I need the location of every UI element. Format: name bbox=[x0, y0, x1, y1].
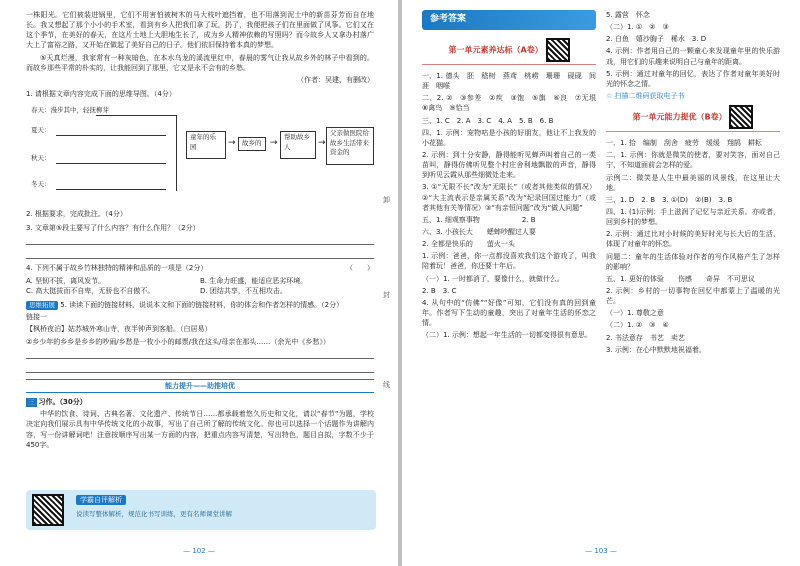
thinking-tag: 思维拓展 bbox=[26, 301, 58, 310]
page-number: — 102 — bbox=[183, 546, 215, 555]
passage-para: ⑤天真烂漫，我家常有一种灰暗色，在本水乌龙的溪流里红中，春晨的雾气让我从故乡外的林子中看到的。而故乡那些平常的朴实的，让我能回到了那里，它又是永不会有的乡愁。 bbox=[26, 53, 374, 72]
link-label: 链接一 bbox=[26, 313, 47, 322]
left-page bbox=[0, 0, 398, 566]
answer-line: （二）1. 示例：想起一年生活的一切都变得很有意思。 bbox=[422, 331, 592, 340]
flow-label: 秋天： bbox=[28, 153, 54, 164]
option-b[interactable]: B. 生命力旺盛，能适应恶劣环境。 bbox=[200, 276, 308, 285]
qr-code-icon[interactable] bbox=[546, 38, 570, 62]
answers-header: 参考答案 bbox=[422, 10, 596, 30]
answer-line: 3. 示例：在心中默默地祝福着。 bbox=[606, 345, 706, 354]
question-5: 思维拓展 5. 读读下面的链接材料，说说本文和下面的链接材料，你的体会和作者怎样的情感。（2分） bbox=[26, 300, 374, 310]
writing-prompt: 中华的饮食、诗词、古典名著、文化遗产、传统节日……都承载着悠久历史和文化，请以“春节”为题，学校决定向我们展示具有中华传统文化的小故事，写出了自己所了解的传统文化。你也可以选择一个话题作为讲解内容，写一份讲解词吧！注意按顺序写出某一方面的内容，把重点内容写清楚，写出特色，题目自拟，字数不少于450字。 bbox=[26, 410, 374, 449]
answer-line: 1. 示例：爸爸，你一点都没喜欢我们这个游戏了，叫我陪着玩！爸爸，你还要十年后。 bbox=[422, 252, 596, 271]
section-band: 能力提升——助推培优 bbox=[26, 379, 374, 393]
flow-label: 春天：漫步其中，轻抚柳芽 bbox=[28, 105, 112, 116]
answer-line: 2. 示例：通过比对小时候的美好时光与长大后的生活，体现了对童年的怀恋。 bbox=[606, 230, 780, 249]
option-d[interactable]: D. 团结共享，不互相攻击。 bbox=[200, 286, 287, 295]
answer-line: 2. 书法意存 书艺 卖艺 bbox=[606, 333, 685, 342]
arrow-icon: → bbox=[318, 138, 326, 149]
binding-mark: 卸 bbox=[383, 196, 390, 204]
answer-line: 2. 白鱼 嬉沙胸子 稀水 3. D bbox=[606, 35, 707, 44]
flow-box-father: 父亲做医院给故乡生活带来资金的 bbox=[326, 127, 374, 165]
answer-line[interactable] bbox=[26, 349, 374, 359]
answer-line: 四、1. 示例：宠物咕是小孩的好朋友，他让不上我发的小花猫。 bbox=[422, 128, 596, 147]
answer-line: 5. 露营 怀念 bbox=[606, 11, 650, 19]
answer-line: 三、1. D 2. B 3. ①(D) ②(B) 3. B bbox=[606, 195, 733, 204]
answer-line: 二、2. ② ③参差 ②疾 ③饱 ⑤旗 ⑥良 ⑦无垠 ⑧禽鸟 ⑨恰当 bbox=[422, 94, 603, 113]
answer-line: 示例二：微笑是人生中最美丽的风景线，在这里让大地。 bbox=[606, 173, 780, 192]
promo-banner[interactable] bbox=[26, 490, 376, 530]
arrow-icon: → bbox=[228, 138, 236, 149]
answer-line: 4. 示例：作者用自己的一颗童心来发现童年里的快乐游戏，用它们的乐趣来说明自己与童年的距离。 bbox=[606, 47, 780, 66]
q4-options bbox=[26, 276, 374, 296]
answer-line: 问题二：童年的生活体验对作者的写作风格产生了怎样的影响？ bbox=[606, 252, 780, 271]
answer-line: 二、1. 示例：你就是微笑的使者，要对笑容，面对自己宁，不知道面前会怎样的爱。 bbox=[606, 151, 780, 170]
binding-mark: 线 bbox=[383, 381, 390, 389]
flow-box-help: 帮助故乡人 bbox=[280, 131, 316, 159]
answer-line: （二）1. ① ② ③ bbox=[606, 23, 669, 32]
answer-line[interactable] bbox=[26, 249, 374, 259]
answer-line: 5. 示例：通过对童年的回忆，表达了作者对童年美好时光的怀念之情。 bbox=[606, 69, 780, 88]
poem-2: ②乡少年的乡乡是乡乡的吵闹/乡愁是一枚小小的邮票/我在这头/母亲在那头……（余光中《乡愁》） bbox=[26, 337, 330, 346]
flow-label: 冬天： bbox=[28, 179, 54, 190]
qr-code-icon[interactable] bbox=[32, 494, 64, 526]
writing-heading: 三 习作。（30分） bbox=[28, 397, 87, 406]
answer-line: 五、1. 更好的体验 伤感 奇异 不可思议 bbox=[606, 274, 755, 283]
qr-code-icon[interactable] bbox=[729, 105, 753, 129]
promo-title: 学霸自评解析 bbox=[76, 495, 126, 505]
question-3: 3. 文章第⑤段主要写了什么内容？有什么作用？（2分） bbox=[26, 224, 200, 233]
answer-column-left bbox=[422, 10, 603, 357]
mind-map bbox=[26, 103, 374, 203]
ebook-note[interactable]: ☆ 扫描二维码获取电子书 bbox=[606, 91, 685, 100]
answer-line: 4. 从句中的“仿佛”“好像”可知，它们没有真的回到童年。作者写下生动的童趣，突出了对童年生活的怀恋之情。 bbox=[422, 298, 596, 328]
answer-line: 2. 示例：到十分安静，静得能听见蝉声叫着自己的一类苗叫，静得仿佛听见整个村庄舍利地飘散的声音，静得到听见云霞从那些细微处走来。 bbox=[422, 150, 596, 180]
passage-para: 一株阳光。它们被装进锅里，它们不用害怕被树木的马大枝叶遮挡着，也不用落到泥土中的新苗芬芳而自在地长。我又想起了那个小小的手术室，看到有乡人把我们拿了玩，扔了，我便把孩子们在里面做了风筝。它们又在这个季节，在美好的春天，在这片土地上大胆地生长了，成为乡人精神依赖的写照吗？而今故乡人又拿办村落广大上了富裕之路，又开始在做起了美好自己的日子。他们依旧保持着本真的梦想。 bbox=[26, 11, 374, 50]
answer-line: 2. B 3. C bbox=[422, 286, 457, 295]
poem-1: 【枫桥夜泊】姑苏城外寒山寺，夜半钟声到客船。（白居易） bbox=[26, 325, 212, 334]
option-a[interactable]: A. 坚韧不拔，离风发节。 bbox=[26, 276, 106, 285]
answer-line: 六、3. 小孩长大 蟋蟀吵醒过人要 bbox=[422, 227, 536, 236]
question-4: 4. 下列不属于故乡竹林独特的精神和品质的一项是（2分） （ ） bbox=[26, 264, 374, 273]
binding-mark: 封 bbox=[383, 291, 390, 299]
unit-title-a: 第一单元素养达标（A卷） bbox=[422, 38, 596, 65]
promo-text: 说读写整体解析，规范化书写训练，更有名师课堂讲解 bbox=[76, 510, 232, 518]
page-number: — 103 — bbox=[585, 546, 617, 555]
answer-line: 一、1. 拾 编制 刮舍 疲劳 缓缓 翔鹄 耕耘 bbox=[606, 139, 762, 148]
answer-line[interactable] bbox=[26, 235, 374, 245]
author-credit: （作者：吴建，有删改） bbox=[297, 75, 374, 84]
answer-line[interactable] bbox=[26, 363, 374, 373]
option-c[interactable]: C. 高大挺拔而不自卑，无骄也不自傲不。 bbox=[26, 286, 155, 295]
arrow-icon: → bbox=[270, 138, 278, 149]
answer-line: 四、1. (1)示例：手上滋润了记忆与亲近关系。亦或者，回到乡村的梦想。 bbox=[606, 207, 780, 227]
answer-column-right bbox=[606, 10, 780, 357]
unit-title-b: 第一单元能力提优（B卷） bbox=[606, 105, 780, 132]
answer-line: （一）1. 尊敬之意 bbox=[606, 309, 664, 318]
right-page bbox=[402, 0, 800, 566]
flow-box-paradise: 童年的乐园 bbox=[186, 131, 226, 159]
answer-line: 3. ①“无限不长”改为“无限长”（或者其他类似的情况）②“大主流表示是亲属关系”改为“纪录回国过能力”（或者其他有关等情况）③“有亲恒问题”改为“做人问题” bbox=[422, 183, 596, 212]
answer-line: （二）1. ② ③ ④ bbox=[606, 321, 669, 330]
answer-line: 2. 全都是快乐的 萤火一头 bbox=[422, 240, 515, 249]
answer-line: 一、1. 德头 胚 嵇树 燕鸢 桃崂 珊珊 砚砚 间涯 咽喉 bbox=[422, 72, 596, 91]
answer-line: 五、1. 细观察事物 2. B bbox=[422, 215, 536, 224]
question-2: 2. 根据要求，完成批注。（4分） bbox=[26, 210, 127, 219]
answer-line: 2. 示例：乡村的一切事物在回忆中都蒙上了温暖的光芒。 bbox=[606, 286, 780, 306]
answer-line: （一）1. 一时都消了，要像什么，就做什么。 bbox=[422, 274, 564, 283]
answer-line: 三、1. C 2. A 3. C 4. A 5. B 6. B bbox=[422, 116, 554, 125]
question-1: 1. 请根据文章内容完成下面的思维导图。（4分） bbox=[26, 89, 176, 98]
flow-label: 夏天： bbox=[28, 125, 54, 136]
flow-box-middle: 故乡的 bbox=[238, 137, 266, 150]
